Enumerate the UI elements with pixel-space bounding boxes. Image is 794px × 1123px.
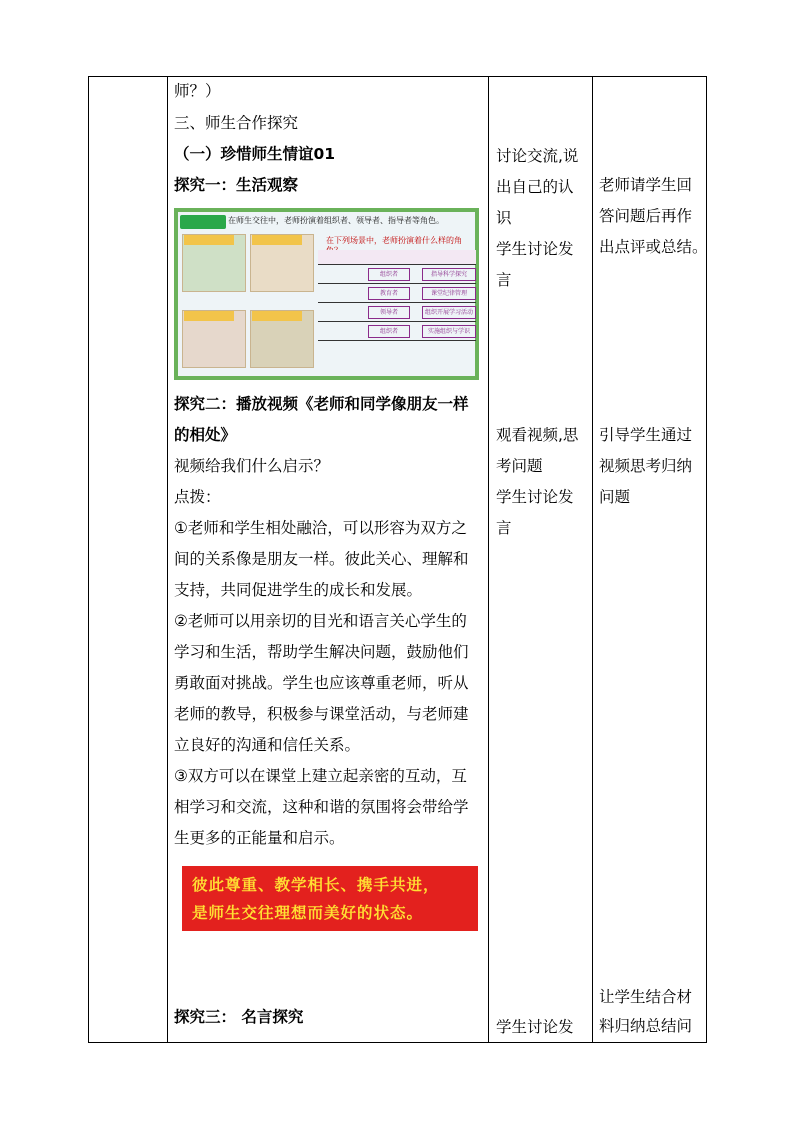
illustration-life-observation [174,208,479,380]
point-2-line: 老师的教导，积极参与课堂活动，与老师建 [174,705,469,723]
point-2-line: 立良好的沟通和信任关系。 [174,736,361,754]
role-table-row [318,265,476,284]
hint-label: 点拨： [174,488,221,506]
illustration-scene-label [184,311,234,321]
student-activity-line: 出自己的认 [496,178,574,196]
student-activity-line: 考问题 [496,457,543,475]
role-box-2: 实施组织与学识 [422,325,476,338]
student-activity-line: 学生讨论发 [496,488,574,506]
table-border-right [706,76,707,1042]
point-1-line: 间的关系像是朋友一样。彼此关心、理解和 [174,550,469,568]
design-intent-line: 让学生结合材 [599,988,693,1006]
design-intent-line: 出点评或总结。 [599,238,708,256]
role-table-header [318,250,476,265]
illustration-scene-label [252,235,302,245]
video-question: 视频给我们什么启示？ [174,457,330,475]
point-3-line: ③双方可以在课堂上建立起亲密的互动，互 [174,767,467,785]
role-box: 教育者 [368,287,410,300]
role-box: 组织者 [368,268,410,281]
illustration-tag [180,215,226,229]
subsection-heading: （一）珍惜师生情谊01 [174,145,336,163]
role-table-row [318,322,476,341]
role-table-row [318,284,476,303]
illustration-background [178,212,475,376]
illustration-scene-label [252,311,302,321]
point-3-line: 生更多的正能量和启示。 [174,829,345,847]
student-activity-line: 言 [496,519,512,537]
explore-2-heading: 探究二：播放视频《老师和同学像朋友一样 [174,395,469,413]
role-box: 领导者 [368,306,410,319]
illustration-scene-label [184,235,234,245]
point-2-line: 勇敢面对挑战。学生也应该尊重老师，听从 [174,674,469,692]
explore-3-heading: 探究三： 名言探究 [174,1008,304,1026]
explore-1-heading: 探究一：生活观察 [174,176,299,194]
role-table-row [318,303,476,322]
design-intent-line: 答问题后再作 [599,207,693,225]
student-activity-line: 言 [496,271,512,289]
illustration-question: 在下列场景中，老师扮演着什么样的角 [326,236,462,245]
point-1-line: 支持，共同促进学生的成长和发展。 [174,581,423,599]
design-intent-line: 问题 [599,488,631,506]
design-intent-line: 引导学生通过 [599,426,693,444]
point-2-line: ②老师可以用亲切的目光和语言关心学生的 [174,612,467,630]
summary-banner [182,866,478,931]
role-box-2: 课堂纪律管理 [422,287,476,300]
student-activity-line: 识 [496,209,512,227]
design-intent-line: 视频思考归纳 [599,457,693,475]
table-border-col2 [488,76,489,1042]
table-border-col3 [592,76,593,1042]
banner-line: 彼此尊重、教学相长、携手共进， [192,876,440,894]
point-2-line: 学习和生活，帮助学生解决问题，鼓励他们 [174,643,469,661]
role-box: 组织者 [368,325,410,338]
student-activity-line: 学生讨论发 [496,240,574,258]
role-box-2: 组织开展学习活动 [422,306,476,319]
point-1-line: ①老师和学生相处融洽，可以形容为双方之 [174,519,467,537]
table-border-bottom [88,1042,707,1043]
illustration-role-table [318,250,476,340]
design-intent-line: 料归纳总结问 [599,1017,693,1035]
banner-line: 是师生交往理想而美好的状态。 [192,904,424,922]
point-3-line: 相学习和交流，这种和谐的氛围将会带给学 [174,798,469,816]
table-border-left [88,76,89,1042]
text-line: 师？） [174,82,221,100]
design-intent-line: 老师请学生回 [599,176,693,194]
role-box-2: 指导科学探究 [422,268,476,281]
illustration-header-text: 在师生交往中，老师扮演着组织者、领导者、指导者等角色。 [228,216,444,225]
student-activity-line: 讨论交流,说 [496,147,579,165]
explore-2-heading-cont: 的相处》 [174,426,237,444]
student-activity-line: 学生讨论发 [496,1018,574,1036]
section-heading: 三、师生合作探究 [174,114,299,132]
student-activity-line: 观看视频,思 [496,426,579,444]
table-border-col1 [167,76,168,1042]
